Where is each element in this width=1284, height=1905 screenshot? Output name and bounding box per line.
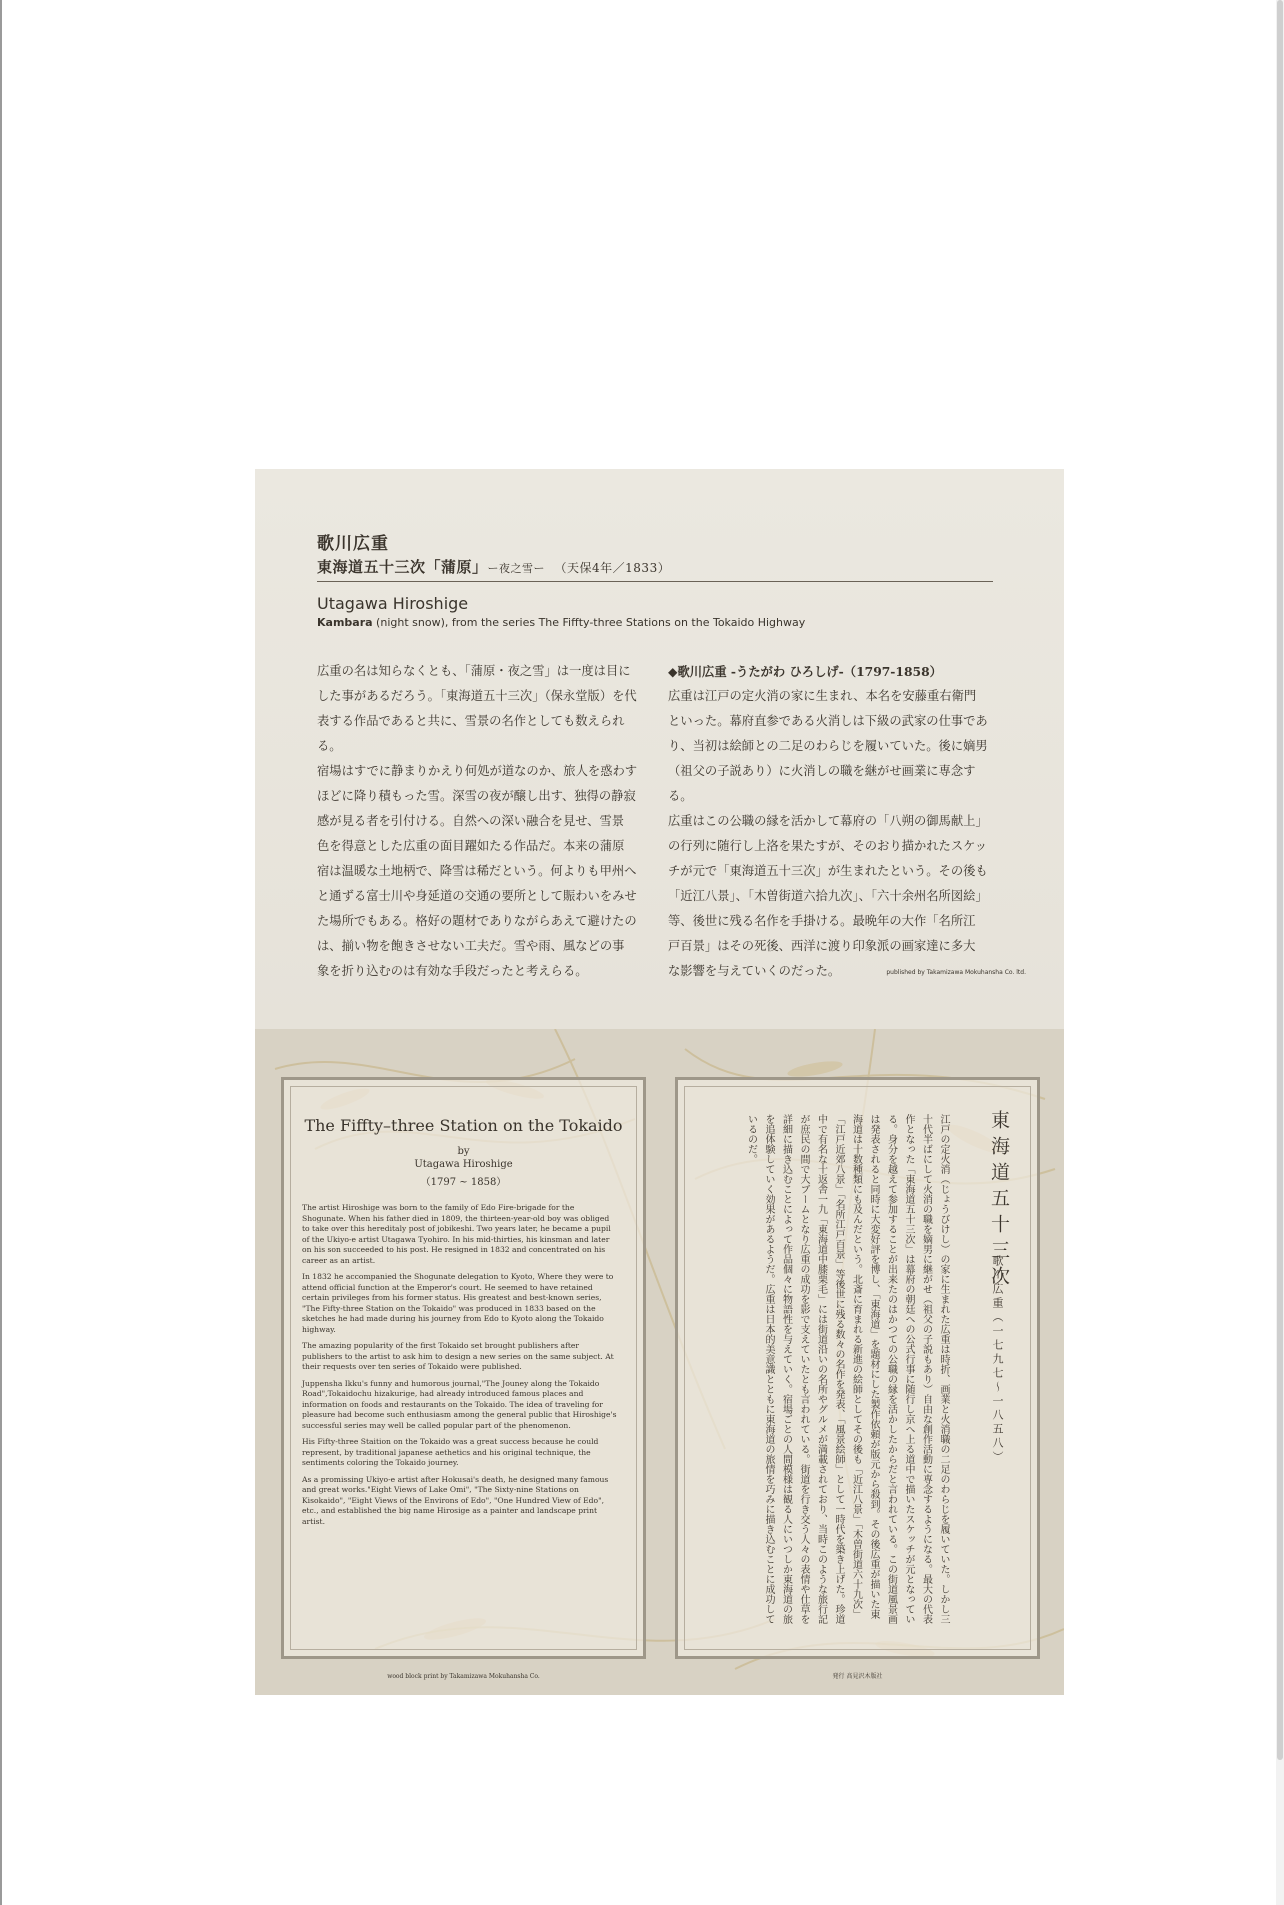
woodblock-credit: wood block print by Takamizawa Mokuhansha Co. [387,1673,540,1680]
artwork-title-en-bold: Kambara [317,616,373,629]
artwork-title-en [317,616,805,629]
english-panel-by: by [457,1146,470,1157]
biography-heading: ◆歌川広重 -うたがわ ひろしげ-（1797-1858） [668,664,942,679]
english-panel-body [302,1203,618,1533]
japanese-insert-panel [675,1077,1040,1680]
description-text-jp: 広重の名は知らなくとも、「蒲原・夜之雪」は一度は目に した事があるだろう。「東海道五十三次」（保永堂版）を代 表する作品であると共に、雪景の名作としても数えられる。 宿場はすでに静まりかえり何処が道なのか、旅人を惑わす ほどに降り積もった雪。深雪の夜が醸し出す、独得の静寂 感が見る者を引付ける。自然への深い融合を見せ、雪景 色を得意とした広重の面目躍如たる作品だ。本来の蒲原 宿は温暖な土地柄で、降雪は稀だという。何よりも甲州へ と通ずる富士川や身延道の交通の要所として賑わいをみせ た場所でもある。格好の題材でありながらあえて避けたの は、揃い物を飽きさせない工夫だ。雪や雨、風などの事 象を折り込むのは有効な手段だったと考えらる。 [317,664,638,978]
artist-name-jp: 歌川広重 [317,534,389,554]
english-paragraph: His Fifty-three Staition on the Tokaido was a great success because he could represent, by traditional japanese aethetics and his original technique, the sentiments coloring the Tokaido journey. [302,1437,599,1467]
biography-text: 広重は江戸の定火消の家に生まれ、本名を安藤重右衛門 といった。幕府直参である火消しは下級の武家の仕事であ り、当初は絵師との二足のわらじを履いていた。後に嫡男 （祖父の子説あり）に火消しの職を継がせ画業に専念する。 広重はこの公職の縁を活かして幕府の「八朔の御馬献上」 の行列に随行し上洛を果たすが、そのおり描かれたスケッ チが元で「東海道五十三次」が生まれたという。その後も 「近江八景」、「木曽街道六拾九次」、「六十余州名所図絵」 等、後世に残る名作を手掛ける。最晩年の大作「名所江 戸百景」はその死後、西洋に渡り印象派の画家達に多大 な影響を与えていくのだった。 [668,689,988,978]
scrollbar-track[interactable] [1276,0,1284,1905]
artwork-date-jp: （天保4年／1833） [560,561,671,575]
biography-jp [668,659,1000,984]
japanese-panel-title: 東海道五十三次 [988,1110,1010,1292]
english-panel-author: Utagawa Hiroshige [414,1159,513,1170]
english-paragraph: As a promissing Ukiyo-e artist after Hokusai's death, he designed many famous and great works."Eight Views of Lake Omi", "The Sixty-nine Stations on Kisokaido", "Eight Views of the Environs of Edo", "One Hundred View of Edo", etc., and established the big name Hirosige as a painter and landscape print artist. [302,1474,609,1526]
title-divider [317,581,993,582]
artist-name-en: Utagawa Hiroshige [317,594,469,613]
english-paragraph: In 1832 he accompanied the Shogunate delegation to Kyoto, Where they were to attend official function at the Emperor's court. He seemed to have retained certain privileges from his former status. His greatest and best-known series, "The Fifty-three Station on the Tokaido" was produced in 1833 based on the sketches he had made during his journey from Edo to Kyoto along the Tokaido highway. [302,1272,614,1334]
english-paragraph: The amazing popularity of the first Tokaido set brought publishers after publishers to the artist to ask him to design a new series on the same subject. At their requests over ten series of Tokaido were published. [302,1341,614,1371]
english-panel-dates: （1797 ~ 1858） [420,1177,507,1188]
artwork-title-suffix: ー夜之雪ー [487,562,546,575]
english-panel-heading: The Fiffty–three Station on the Tokaido [304,1116,623,1135]
japanese-panel-author: 歌川広重（一七九七〜一八五八） [991,1255,1004,1465]
description-section [255,469,1064,1029]
english-paragraph: Juppensha Ikku's funny and humorous journal,"The Jouney along the Tokaido Road",Tokaidochu hizakurige, had already introduced famous places and information on foods and restaurants on the Tokaido. The idea of traveling for pleasure had become such enthusiasm among the general public that Hiroshige's successful series may well be called popular part of the phenomenon. [302,1378,617,1430]
english-insert-panel [281,1077,646,1680]
document-page [255,469,1064,1695]
scrollbar-thumb[interactable] [1277,0,1283,1760]
artwork-title-en-rest: (night snow), from the series The Fiffty-three Stations on the Tokaido Highway [372,616,806,629]
english-paragraph: The artist Hiroshige was born to the family of Edo Fire-brigade for the Shogunate. When his father died in 1809, the thirteen-year-old boy was obliged to take over this hereditaly post of jobikeshi. Two years later, he became a pupil of the Ukiyo-e artist Utagawa Tyohiro. In his mid-thirties, his kinsman and later on his son succeeded to his post. He resigned in 1832 and concentrated on his career as an artist. [302,1203,611,1265]
publisher-credit: published by Takamizawa Mokuhansha Co. ltd. [886,969,1026,976]
artwork-title-main: 東海道五十三次「蒲原」 [317,558,488,576]
window-left-edge [0,0,2,1905]
insert-card-section [255,1029,1064,1695]
japanese-panel-body: 江戸の定火消（じょうびけし）の家に生まれた広重は時折、画業と火消職の二足のわらじを履いていた。しかし三十代半ばにして火消の職を嫡男に継がせ（祖父の子説もあり）自由な創作活動に専念するようになる。最大の代表作となった「東海道五十三次」は幕府の朝廷への公式行事に随行し京へ上る道中で描いたスケッチが元となっている。身分を越えて参加することが出来たのはかつての公職の縁を活かしたからだと言われている。この街道風景画は発表されると同時に大変好評を博し、「東海道」を題材にした製作依頼が版元から殺到。その後広重が描いた東海道は十数種類にも及んだという。北斎に育まれる新進の絵師としてその後も「近江八景」「木曽街道六十九次」「江戸近郊八景」「名所江戸百景」等後世に残る数々の名作を発表、「風景絵師」として一時代を築き上げた。珍道中で有名な十返舎一九「東海道中膝栗毛」には街道沿いの名所やグルメが満載されており、当時このような旅行記が庶民の間で大ブームとなり広重の成功を影で支えていたとも言われている。街道を行き交う人々の表情や仕草を詳細に描き込むことによって作品個々に物語性を与えていく。宿場ごとの人間模様は観る人にいつしか東海道の旅を追体験していく効果があるようだ。広重は日本的美意識とともに東海道の旅情を巧みに描き込むことに成功しているのだ。 [745,1114,949,1624]
artwork-title-jp [317,556,670,577]
publisher-credit-jp: 発行 髙見沢木版社 [832,1673,883,1680]
